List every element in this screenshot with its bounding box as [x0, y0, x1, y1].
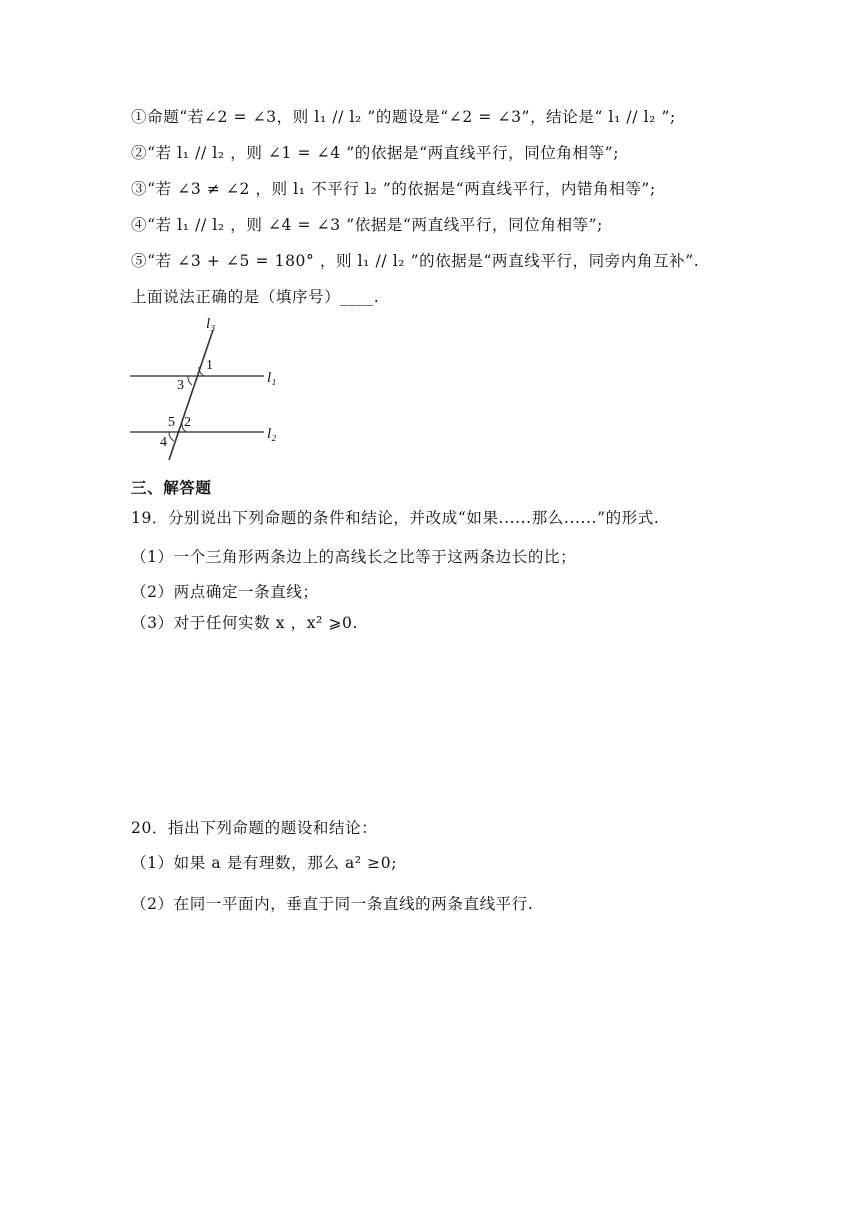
question-prompt: 上面说法正确的是（填序号）____. [131, 288, 380, 306]
angle-arc-3 [188, 376, 192, 385]
statement-2: ②“若 l₁ // l₂ ，则 ∠1 = ∠4 ”的依据是“两直线平行，同位角相等”; [131, 144, 620, 162]
angle-arc-4 [169, 432, 174, 441]
statement-3: ③“若 ∠3 ≠ ∠2 ，则 l₁ 不平行 l₂ ”的依据是“两直线平行，内错角相等”; [131, 180, 656, 198]
angle-label-4: 4 [160, 435, 167, 450]
q20-title: 20．指出下列命题的题设和结论： [131, 819, 378, 837]
line-l3 [169, 330, 213, 460]
statement-1: ①命题“若∠2 = ∠3，则 l₁ // l₂ ”的题设是“∠2 = ∠3”，结论是“ l₁ // l₂ ”; [131, 108, 676, 126]
q19-title: 19．分别说出下列命题的条件和结论，并改成“如果......那么......”的形式. [131, 509, 660, 527]
angle-label-2: 2 [184, 415, 191, 430]
q19-item-3: （3）对于任何实数 x ，x² ⩾0. [131, 614, 359, 632]
parallel-lines-figure [124, 310, 294, 460]
statement-5: ⑤“若 ∠3 + ∠5 = 180° ，则 l₁ // l₂ ”的依据是“两直线平行，同旁内角互补”. [131, 252, 700, 270]
q20-item-1: （1）如果 a 是有理数，那么 a² ≥0; [131, 854, 398, 872]
label-l1: l₁ [267, 370, 277, 386]
label-l3: l₃ [206, 316, 216, 332]
statement-4: ④“若 l₁ // l₂ ，则 ∠4 = ∠3 ”依据是“两直线平行，同位角相等”; [131, 216, 604, 234]
angle-label-5: 5 [168, 415, 175, 430]
q19-item-1: （1）一个三角形两条边上的高线长之比等于这两条边长的比； [131, 548, 577, 566]
label-l2: l₂ [267, 426, 277, 442]
q19-item-2: （2）两点确定一条直线； [131, 583, 319, 601]
q20-item-2: （2）在同一平面内，垂直于同一条直线的两条直线平行. [131, 895, 534, 913]
section-heading: 三、解答题 [131, 478, 212, 497]
angle-label-1: 1 [206, 358, 213, 373]
angle-label-3: 3 [177, 378, 184, 393]
